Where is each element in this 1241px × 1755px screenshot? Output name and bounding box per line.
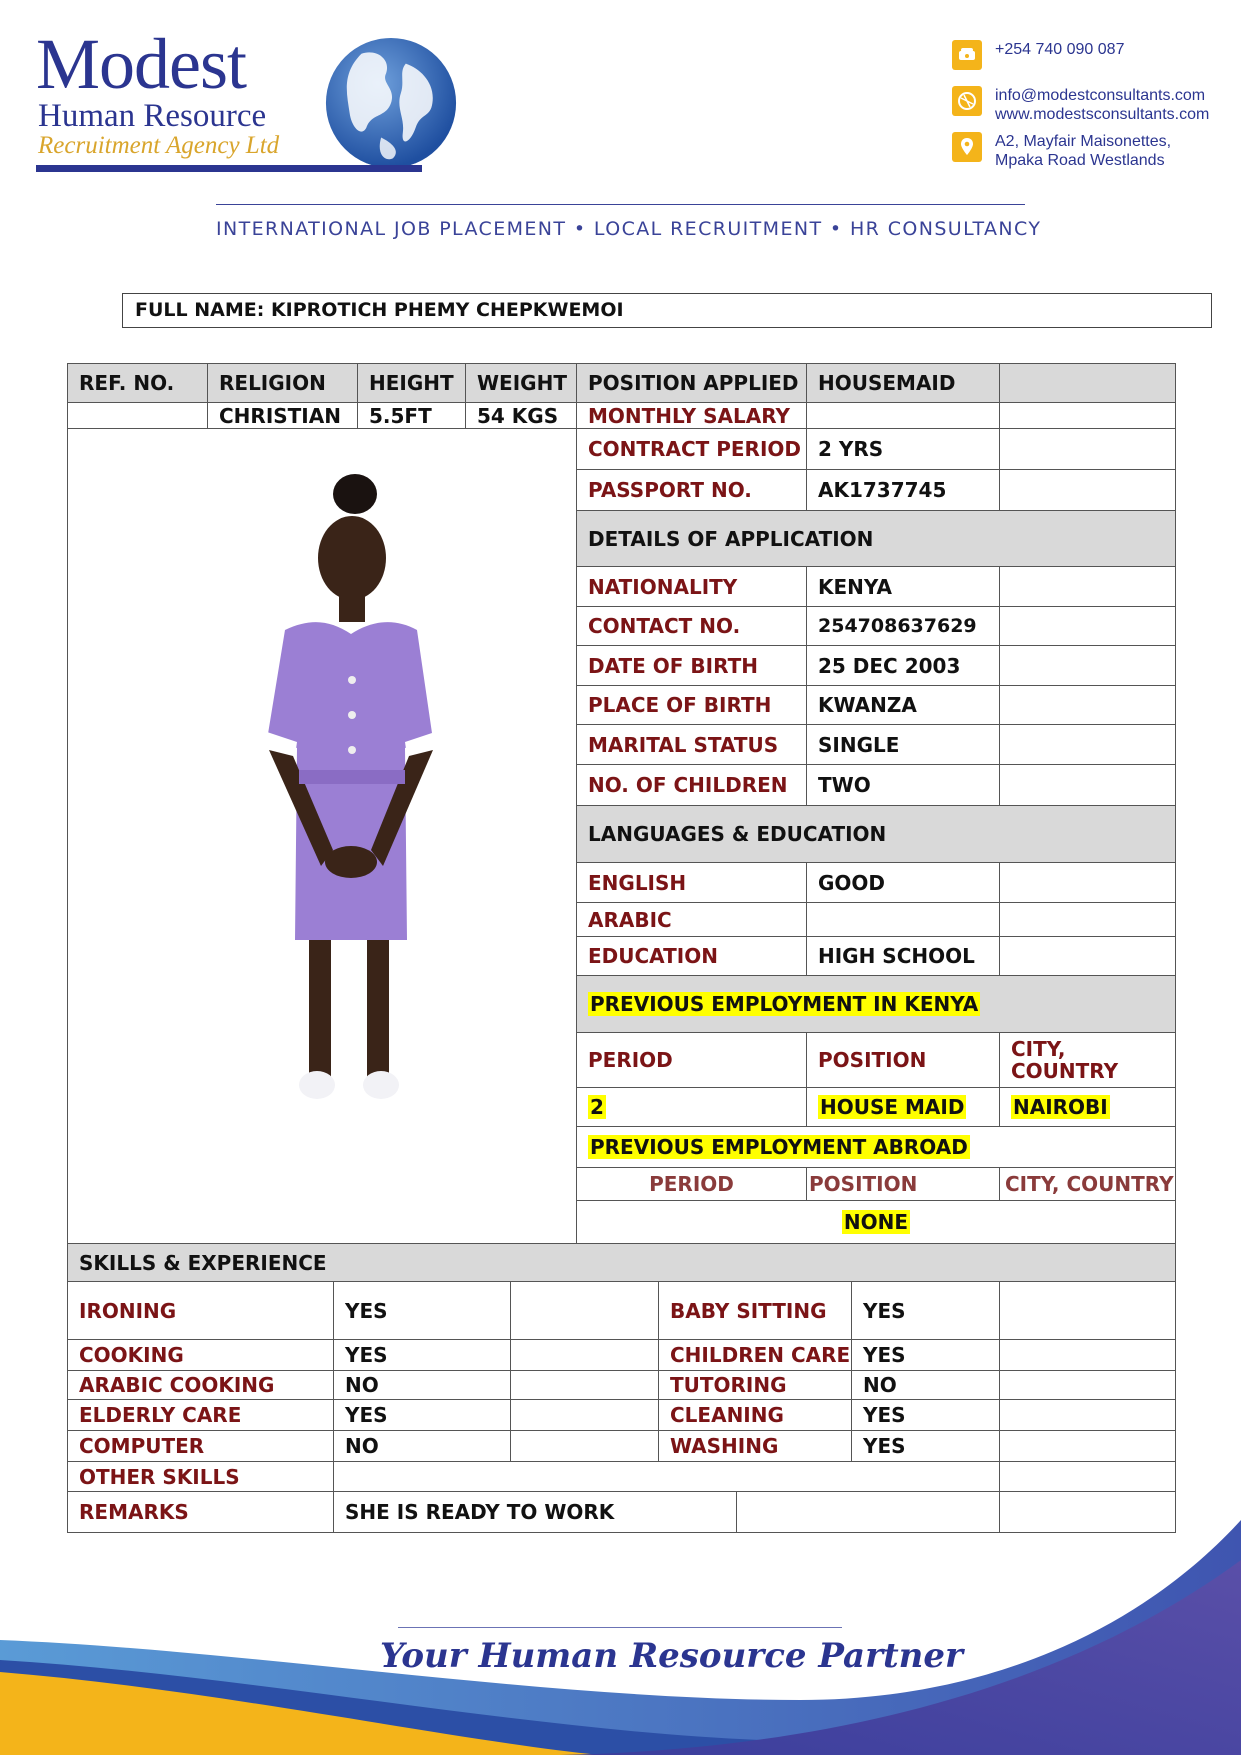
empty-cell [999, 936, 1176, 976]
education-value: HIGH SCHOOL [806, 936, 1000, 976]
footer-rule [398, 1627, 842, 1628]
religion-header: RELIGION [207, 363, 358, 403]
computer-value: NO [333, 1430, 511, 1462]
cleaning-label: CLEANING [658, 1399, 852, 1431]
marital-status-value: SINGLE [806, 724, 1000, 765]
abroad-city-label: CITY, COUNTRY [999, 1167, 1176, 1201]
no-of-children-value: TWO [806, 764, 1000, 806]
cleaning-value: YES [851, 1399, 1000, 1431]
empty-cell [999, 1399, 1176, 1431]
globe-icon [322, 34, 460, 172]
passport-value: AK1737745 [806, 469, 1000, 511]
empty-cell [999, 645, 1176, 686]
empty-cell [510, 1430, 659, 1462]
section-previous-employment-abroad [576, 1126, 1176, 1168]
arabic-value [806, 902, 1000, 937]
kenya-period-label: PERIOD [576, 1032, 807, 1088]
ironing-value: YES [333, 1281, 511, 1340]
empty-cell [999, 428, 1176, 470]
header-empty-cell [999, 363, 1176, 403]
abroad-position-label: POSITION [806, 1167, 1000, 1201]
children-care-value: YES [851, 1339, 1000, 1371]
footer-tagline: Your Human Resource Partner [380, 1636, 963, 1676]
religion-value: CHRISTIAN [207, 402, 358, 429]
computer-label: COMPUTER [67, 1430, 334, 1462]
contact-no-value: 254708637629 [806, 606, 1000, 646]
empty-cell [999, 566, 1176, 607]
date-of-birth-value: 25 DEC 2003 [806, 645, 1000, 686]
passport-label: PASSPORT NO. [576, 469, 807, 511]
arabic-label: ARABIC [576, 902, 807, 937]
kenya-position-value: HOUSE MAID [820, 1095, 965, 1119]
kenya-position-label: POSITION [806, 1032, 1000, 1088]
empty-cell [510, 1281, 659, 1340]
washing-value: YES [851, 1430, 1000, 1462]
phone-icon [952, 40, 982, 70]
kenya-city-label-line1: CITY, [1011, 1037, 1066, 1061]
empty-cell [999, 902, 1176, 937]
empty-cell [999, 606, 1176, 646]
place-of-birth-value: KWANZA [806, 685, 1000, 725]
web-icon [952, 86, 982, 116]
no-of-children-label: NO. OF CHILDREN [576, 764, 807, 806]
education-label: EDUCATION [576, 936, 807, 976]
monthly-salary-value [806, 402, 1000, 429]
empty-cell [999, 724, 1176, 765]
full-name: FULL NAME: KIPROTICH PHEMY CHEPKWEMOI [122, 293, 1212, 328]
abroad-value-cell [576, 1200, 1176, 1244]
logo-text-human-resource: Human Resource [38, 98, 267, 134]
ironing-label: IRONING [67, 1281, 334, 1340]
remarks-label: REMARKS [67, 1491, 334, 1533]
tutoring-value: NO [851, 1370, 1000, 1400]
cooking-value: YES [333, 1339, 511, 1371]
english-label: ENGLISH [576, 862, 807, 903]
empty-cell [999, 402, 1176, 429]
logo-text-agency: Recruitment Agency Ltd [38, 132, 280, 159]
contract-period-value: 2 YRS [806, 428, 1000, 470]
arabic-cooking-value: NO [333, 1370, 511, 1400]
section-previous-employment-abroad-text: PREVIOUS EMPLOYMENT ABROAD [590, 1135, 968, 1159]
weight-value: 54 KGS [465, 402, 577, 429]
section-languages-education: LANGUAGES & EDUCATION [576, 805, 1176, 863]
kenya-city-label-line2: COUNTRY [1011, 1059, 1119, 1083]
remarks-value: SHE IS READY TO WORK [333, 1491, 737, 1533]
english-value: GOOD [806, 862, 1000, 903]
empty-cell [510, 1339, 659, 1371]
nationality-label: NATIONALITY [576, 566, 807, 607]
abroad-period-label: PERIOD [576, 1167, 807, 1201]
baby-sitting-label: BABY SITTING [658, 1281, 852, 1340]
section-previous-employment-kenya-text: PREVIOUS EMPLOYMENT IN KENYA [590, 992, 979, 1016]
ref-no-header: REF. NO. [67, 363, 208, 403]
logo-underline [36, 165, 422, 172]
empty-cell [999, 1430, 1176, 1462]
section-skills-experience: SKILLS & EXPERIENCE [67, 1243, 1176, 1282]
children-care-label: CHILDREN CARE [658, 1339, 852, 1371]
contact-no-label: CONTACT NO. [576, 606, 807, 646]
company-logo [36, 24, 426, 178]
nationality-value: KENYA [806, 566, 1000, 607]
logo-text-modest: Modest [36, 24, 246, 104]
phone-number: +254 740 090 087 [995, 41, 1125, 58]
height-header: HEIGHT [357, 363, 466, 403]
email-link[interactable]: info@modestconsultants.com [995, 87, 1206, 104]
arabic-cooking-label: ARABIC COOKING [67, 1370, 334, 1400]
weight-header: WEIGHT [465, 363, 577, 403]
empty-cell [999, 469, 1176, 511]
ref-no-value [67, 402, 208, 429]
monthly-salary-label: MONTHLY SALARY [576, 402, 807, 429]
kenya-city-value: NAIROBI [1013, 1095, 1108, 1119]
baby-sitting-value: YES [851, 1281, 1000, 1340]
empty-cell [999, 1339, 1176, 1371]
other-skills-label: OTHER SKILLS [67, 1461, 334, 1492]
kenya-city-value-cell [999, 1087, 1176, 1127]
height-value: 5.5FT [357, 402, 466, 429]
kenya-period-value-cell [576, 1087, 807, 1127]
other-skills-value [333, 1461, 1000, 1492]
position-applied-value: HOUSEMAID [806, 363, 1000, 403]
cooking-label: COOKING [67, 1339, 334, 1371]
empty-cell [510, 1370, 659, 1400]
empty-cell [510, 1399, 659, 1431]
empty-cell [999, 1370, 1176, 1400]
elderly-care-label: ELDERLY CARE [67, 1399, 334, 1431]
marital-status-label: MARITAL STATUS [576, 724, 807, 765]
position-applied-header: POSITION APPLIED [576, 363, 807, 403]
address-line-1: A2, Mayfair Maisonettes, [995, 133, 1172, 150]
empty-cell [999, 1281, 1176, 1340]
empty-cell [999, 1461, 1176, 1492]
kenya-city-label [999, 1032, 1176, 1088]
address-line-2: Mpaka Road Westlands [995, 152, 1165, 169]
kenya-period-value: 2 [590, 1095, 604, 1119]
place-of-birth-label: PLACE OF BIRTH [576, 685, 807, 725]
abroad-value: NONE [843, 1210, 909, 1234]
date-of-birth-label: DATE OF BIRTH [576, 645, 807, 686]
tutoring-label: TUTORING [658, 1370, 852, 1400]
kenya-position-value-cell [806, 1087, 1000, 1127]
website-link[interactable]: www.modestsconsultants.com [995, 106, 1210, 123]
contract-period-label: CONTRACT PERIOD [576, 428, 807, 470]
tagline-rule [216, 204, 1025, 205]
services-tagline: INTERNATIONAL JOB PLACEMENT • LOCAL RECRUITMENT • HR CONSULTANCY [216, 218, 1042, 240]
empty-cell [999, 862, 1176, 903]
section-previous-employment-kenya [576, 975, 1176, 1033]
section-details-of-application: DETAILS OF APPLICATION [576, 510, 1176, 567]
washing-label: WASHING [658, 1430, 852, 1462]
empty-cell [999, 764, 1176, 806]
location-pin-icon [952, 132, 982, 162]
candidate-photo [255, 470, 445, 1110]
elderly-care-value: YES [333, 1399, 511, 1431]
empty-cell [999, 685, 1176, 725]
